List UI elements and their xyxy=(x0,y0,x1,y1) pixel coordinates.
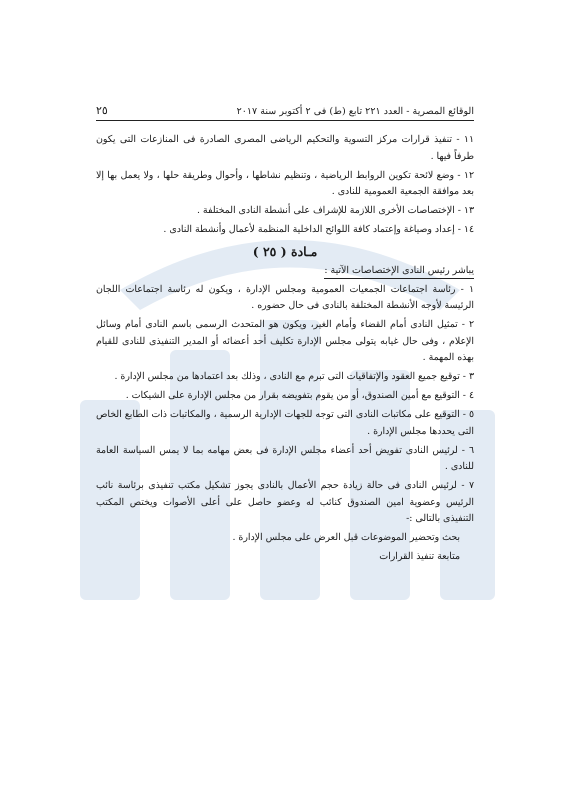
top-item-13: ١٣ - الإختصاصات الأخرى اللازمة للإشراف على أنشطة النادى المختلفة . xyxy=(196,205,474,216)
item-5: ٥ - التوقيع على مكاتبات النادى التى توجه للجهات الإدارية الرسمية ، والمكاتبات ذات الطابع الخاص التى يحددها مجلس الإدارة . xyxy=(96,409,474,437)
page-number: ٢٥ xyxy=(96,104,108,117)
article-intro: يباشر رئيس النادى الإختصاصات الآتية : xyxy=(324,264,474,279)
item-2: ٢ - تمثيل النادى أمام القضاء وأمام الغير، ويكون هو المتحدث الرسمى باسم النادى أمام وسائل الإعلام ، وفى حال غيابه يتولى مجلس الإدارة تكليف أحد أعضائه أو المدير التنفيذى للنادى للقيام بهذه المهمة . xyxy=(96,319,474,363)
item-3: ٣ - توقيع جميع العقود والإتفاقيات التى تبرم مع النادى ، وذلك بعد اعتمادها من مجلس الإدارة . xyxy=(114,371,474,382)
item-7: ٧ - لرئيس النادى فى حالة زيادة حجم الأعمال بالنادى يجوز تشكيل مكتب تنفيذى برئاسة نائب الرئيس وعضوية امين الصندوق كنائب له وعضو حاصل على أعلى الأصوات ويختص المكتب التنفيذى بالتالى :- xyxy=(96,480,474,524)
document-body xyxy=(96,132,474,566)
sub-item-2: متابعة تنفيذ القرارات xyxy=(379,551,460,562)
item-6: ٦ - لرئيس النادى تفويض أحد أعضاء مجلس الإدارة فى بعض مهامه بما لا يمس السياسة العامة للنادى . xyxy=(96,444,474,472)
top-item-14: ١٤ - إعداد وصياغة وإعتماد كافة اللوائح الداخلية المنظمة لأعمال وأنشطة النادى . xyxy=(163,224,474,235)
top-item-11: ١١ - تنفيذ قرارات مركز التسوية والتحكيم الرياضى المصرى الصادرة فى المنازعات التى يكون طرفاً فيها . xyxy=(96,134,474,162)
item-4: ٤ - التوقيع مع أمين الصندوق، أو من يقوم بتفويضه بقرار من مجلس الإدارة على الشيكات . xyxy=(125,390,474,401)
header-title: الوقائع المصرية - العدد ٢٢١ تابع (ط) فى ٢ أكتوبر سنة ٢٠١٧ xyxy=(236,106,474,117)
top-item-12: ١٢ - وضع لائحة تكوين الروابط الرياضية ، وتنظيم نشاطها ، وأحوال وطريقة حلها ، ولا يعمل بها إلا بعد موافقة الجمعية العمومية للنادى . xyxy=(96,169,474,197)
page-header xyxy=(96,104,474,121)
item-1: ١ - رئاسة اجتماعات الجمعيات العمومية ومجلس الإدارة ، ويكون له رئاسة اجتماعات اللجان الرئيسة لأوجه الأنشطة المختلفة بالنادى فى حال حضوره . xyxy=(96,283,474,311)
sub-item-1: بحث وتحضير الموضوعات قبل العرض على مجلس الإدارة . xyxy=(232,532,460,543)
article-title: مـادة ( ٢٥ ) xyxy=(252,243,318,259)
document-page xyxy=(96,104,474,568)
